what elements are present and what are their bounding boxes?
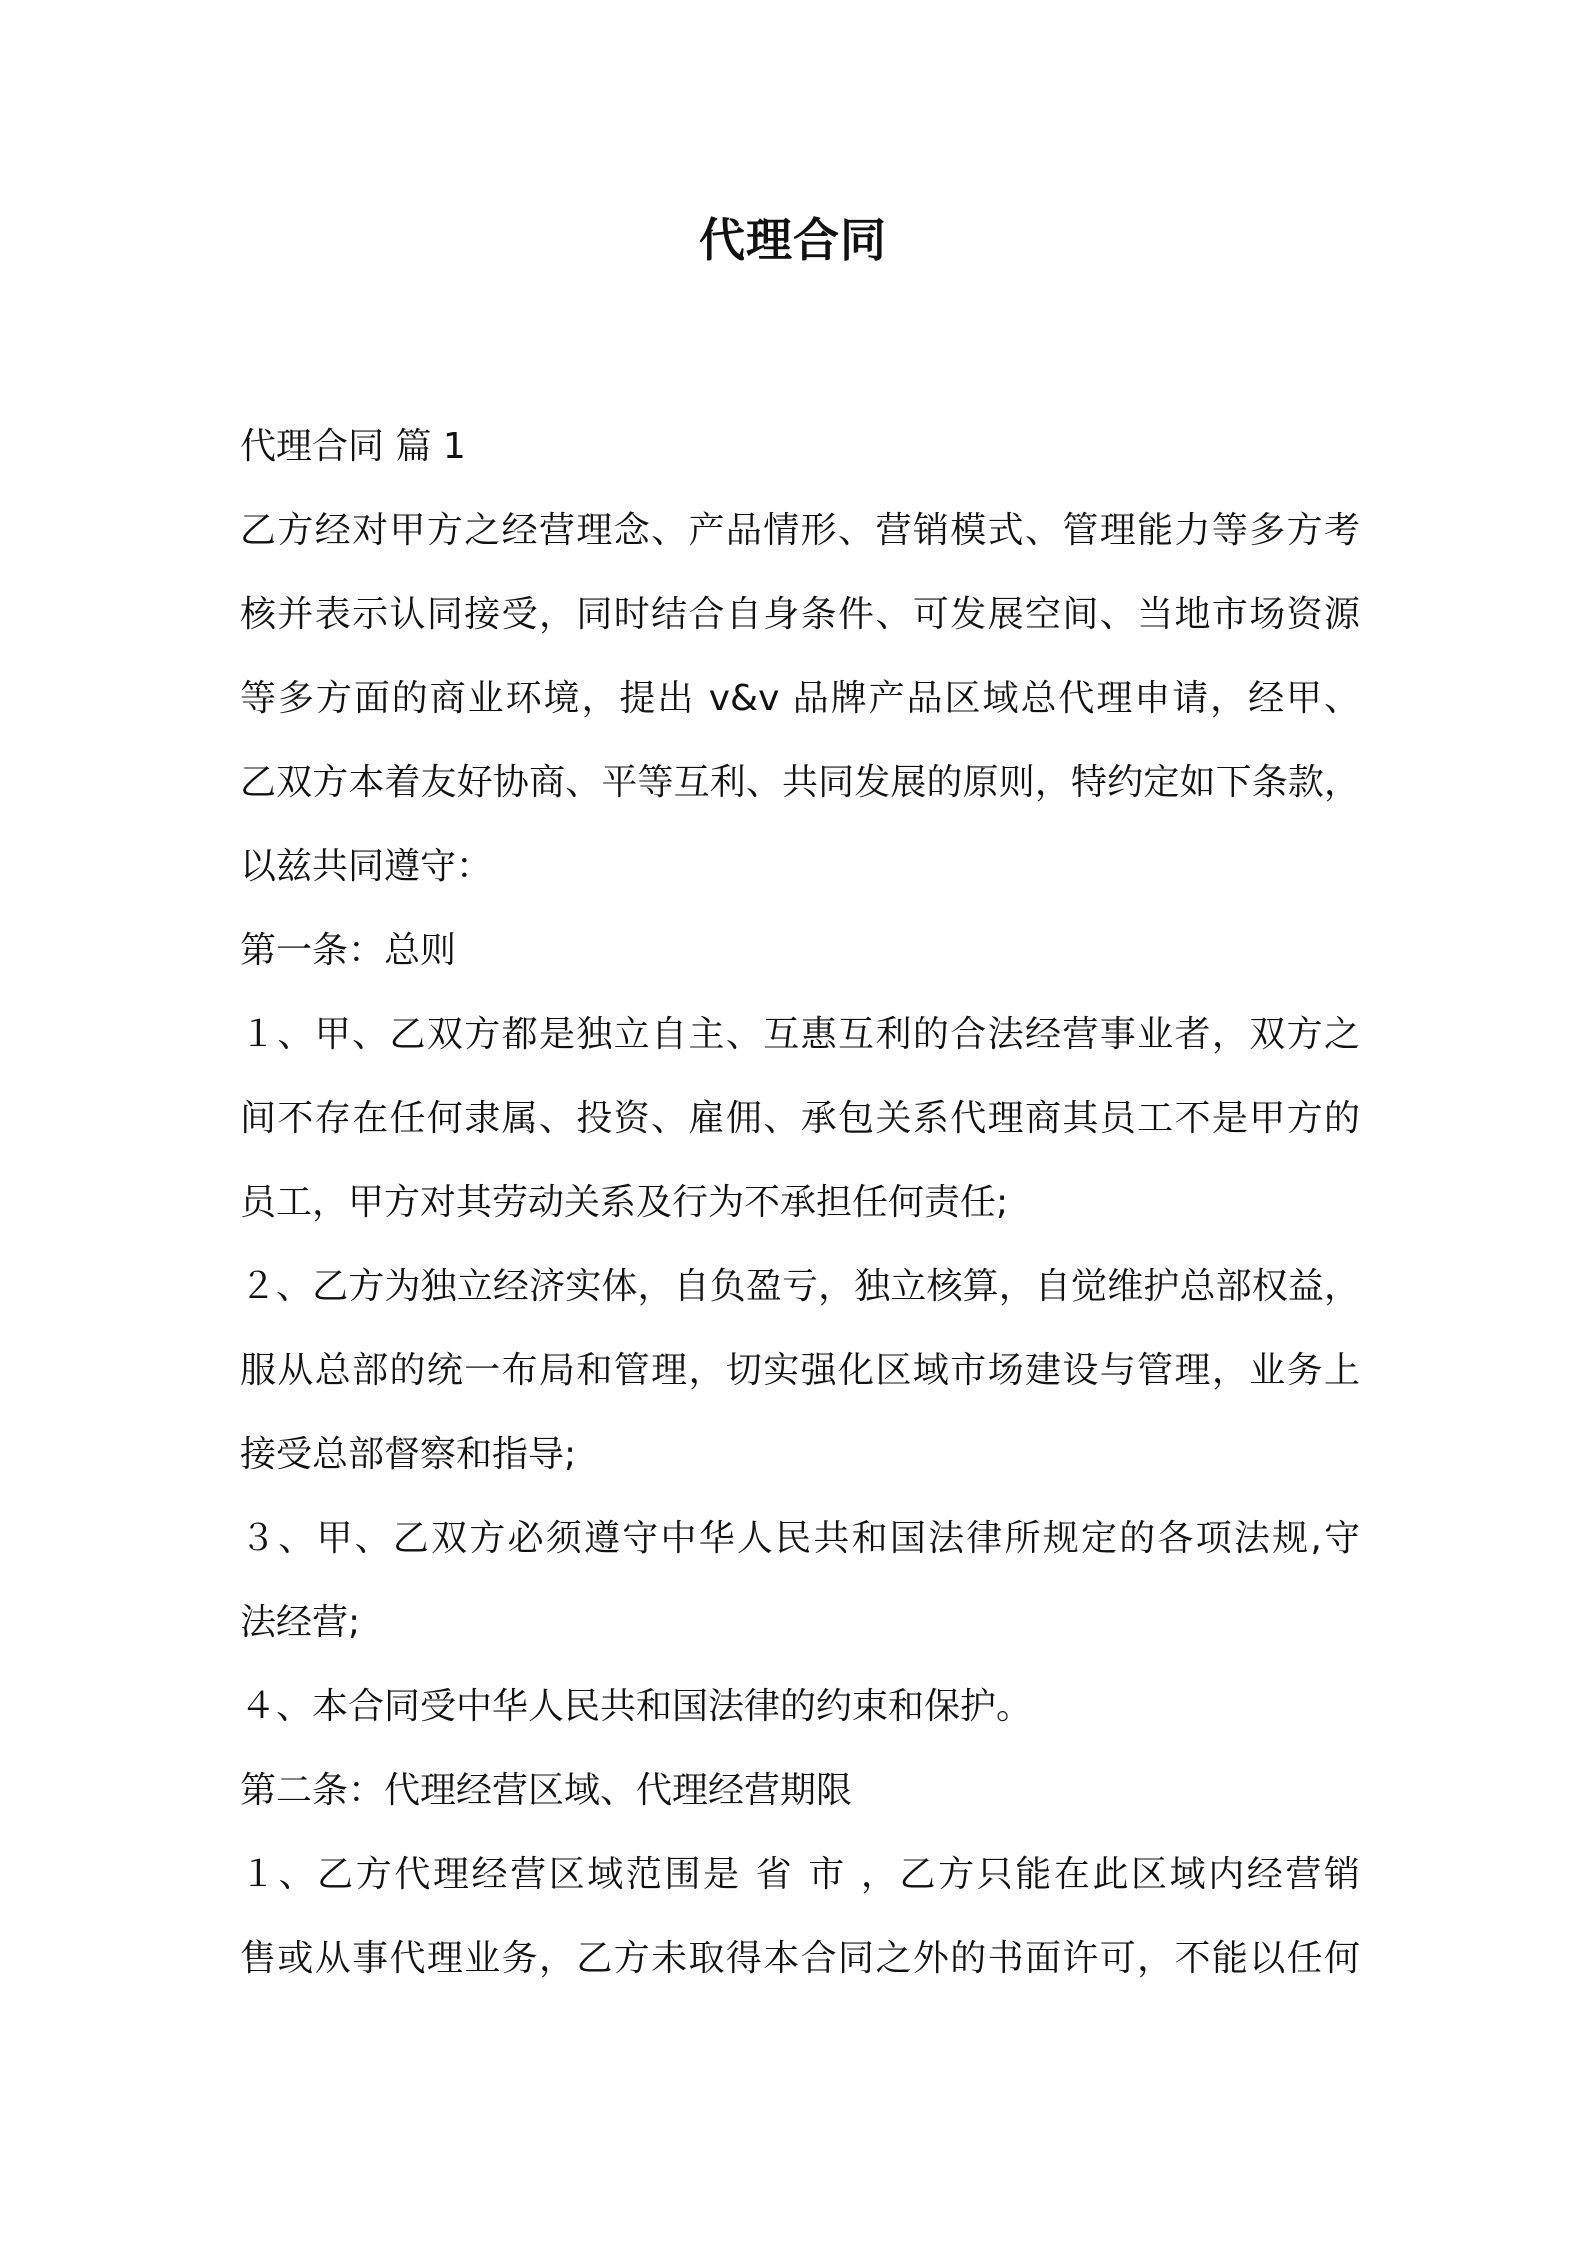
text-line: ４、本合同受中华人民共和国法律的约束和保护。 [240, 1686, 1033, 1727]
text-line: 接受总部督察和指导; [240, 1434, 577, 1475]
text-line: １、甲、乙双方都是独立自主、互惠互利的合法经营事业者，双方之 [240, 1014, 1360, 1055]
text-line: 员工，甲方对其劳动关系及行为不承担任何责任; [240, 1182, 1009, 1223]
text-line: 法经营; [240, 1602, 361, 1643]
text-line: 核并表示认同接受，同时结合自身条件、可发展空间、当地市场资源 [240, 594, 1360, 635]
text-line: ２、乙方为独立经济实体，自负盈亏，独立核算，自觉维护总部权益， [240, 1266, 1360, 1307]
text-line: 售或从事代理业务，乙方未取得本合同之外的书面许可，不能以任何 [240, 1938, 1360, 1979]
text-line: 第一条：总则 [240, 930, 457, 971]
document-title: 代理合同 [699, 213, 887, 267]
text-line: ３、甲、乙双方必须遵守中华人民共和国法律所规定的各项法规,守 [240, 1518, 1360, 1559]
text-line: 乙方经对甲方之经营理念、产品情形、营销模式、管理能力等多方考 [240, 510, 1360, 551]
text-line: 代理合同 篇 1 [240, 426, 466, 467]
text-line: 等多方面的商业环境，提出 v&v 品牌产品区域总代理申请，经甲、 [240, 678, 1360, 719]
document-body [240, 405, 1360, 2001]
text-line: 间不存在任何隶属、投资、雇佣、承包关系代理商其员工不是甲方的 [240, 1098, 1360, 1139]
text-line: 服从总部的统一布局和管理，切实强化区域市场建设与管理，业务上 [240, 1350, 1360, 1391]
text-line: 第二条：代理经营区域、代理经营期限 [240, 1770, 853, 1811]
text-line: 以兹共同遵守： [240, 846, 493, 887]
text-line: １、乙方代理经营区域范围是 省 市 ，乙方只能在此区域内经营销 [240, 1854, 1360, 1895]
text-line: 乙双方本着友好协商、平等互利、共同发展的原则，特约定如下条款， [240, 762, 1360, 803]
